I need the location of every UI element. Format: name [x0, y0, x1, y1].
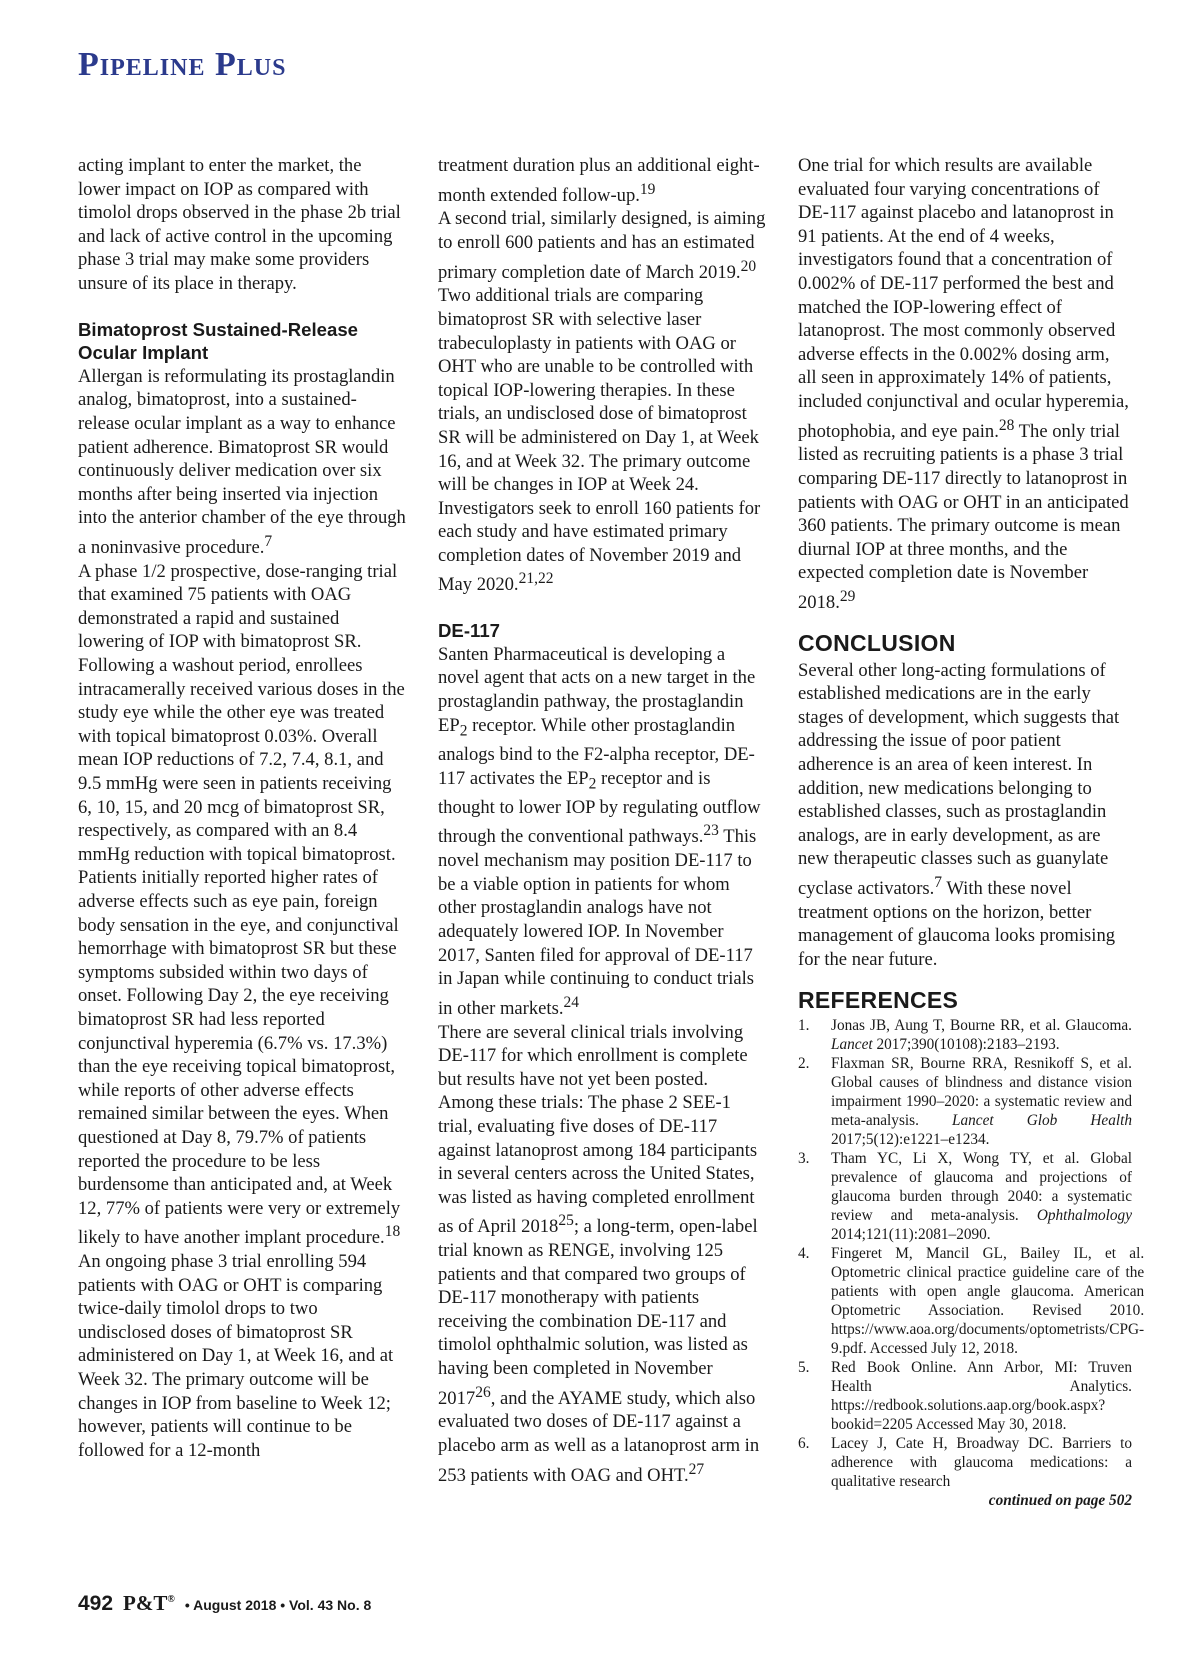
citation-ref: 7	[934, 874, 943, 891]
continued-note: continued on page 502	[988, 1491, 1132, 1509]
paragraph: A second trial, similarly designed, is aiming to enroll 600 patients and has an estimated primary completion date of March 2019.20 Two additional trials are comparing bimatoprost SR with selective laser trabeculoplasty in patients with OAG or OHT who are unable to be controlled with topical IOP-lowering therapies. In these trials, an undisclosed dose of bimatoprost SR will be administered on Day 1, at Week 16, and at Week 32. The primary outcome will be changes in IOP at Week 24. Investigators seek to enroll 160 patients for each study and have estimated primary completion dates of November 2019 and May 2020.$^{21,22}$	[438, 208, 766, 596]
citation-ref: 24	[563, 993, 579, 1011]
column-1	[78, 154, 408, 1462]
section-heading-conclusion: CONCLUSION	[798, 629, 956, 656]
section-heading-references: REFERENCES	[798, 986, 959, 1013]
citation-ref: 23	[703, 822, 719, 840]
paragraph: acting implant to enter the market, the lower impact on IOP as compared with timolol drops observed in the phase 2b trial and lack of active control in the upcoming phase 3 trial may make some providers unsure of its place in therapy.	[78, 155, 401, 294]
journal-name: P&T®	[123, 1591, 175, 1615]
subheading-bimatoprost-sr: Bimatoprost Sustained-Release Ocular Implant	[78, 318, 359, 364]
column-3	[798, 154, 1145, 1510]
issue-info: • August 2018 • Vol. 43 No. 8	[184, 1597, 372, 1613]
reference-item: 1. Jonas JB, Aung T, Bourne RR, et al. Glaucoma. Lancet 2017;390(10108):2183–2193.	[798, 1016, 1132, 1053]
paragraph: There are several clinical trials involving DE-117 for which enrollment is complete but results have not yet been posted.	[438, 1021, 748, 1090]
paragraph: Several other long-acting formulations of established medications are in the early stages of development, which suggests that addressing the issue of poor patient adherence is an area of keen interest. In addition, new medications belonging to established classes, such as prostaglandin analogs, are in early development, as are new therapeutic classes such as guanylate cyclase activators.$^7$ With these novel treatment options on the horizon, better management of glaucoma looks promising for the near future.	[798, 659, 1120, 970]
column-2	[438, 154, 768, 1487]
citation-ref: 27	[688, 1460, 705, 1478]
running-header-title: Pipeline Plus	[78, 46, 287, 83]
citation-ref: 20	[740, 257, 757, 275]
paragraph: Santen Pharmaceutical is developing a novel agent that acts on a new target in the prostaglandin pathway, the prostaglandin $EP_2$ receptor. While other prostaglandin analogs bind to the F2-alpha receptor, DE-117 activates the $EP_2$ receptor and is thought to lower IOP by regulating outflow through the conventional pathways.$^{23}$ This novel mechanism may position DE-117 to be a viable option in patients for whom other prostaglandin analogs have not adequately lowered IOP. In November 2017, Santen filed for approval of DE-117 in Japan while continuing to conduct trials in other markets.$^{24}$	[438, 643, 761, 1019]
reference-item: 3. Tham YC, Li X, Wong TY, et al. Global prevalence of glaucoma and projections of glaucoma burden through 2040: a systematic review and meta-analysis. Ophthalmology 2014;121(11):2081–2090.	[798, 1149, 1132, 1243]
citation-ref: 18	[384, 1223, 401, 1241]
citation-ref: 7	[264, 532, 273, 550]
paragraph: Among these trials: The phase 2 SEE-1 trial, evaluating five doses of DE-117 against latanoprost among 184 participants in several centers across the United States, was listed as having completed enrollment as of April 2018$^{25}$; a long-term, open-label trial known as RENGE, involving 125 patients and that compared two groups of DE-117 monotherapy with patients receiving the combination DE-117 and timolol ophthalmic solution, was listed as having been completed in November 2017$^{26}$, and the AYAME study, which also evaluated two doses of DE-117 against a placebo arm as well as a latanoprost arm in 253 patients with OAG and OHT.$^{27}$	[438, 1092, 760, 1486]
citation-ref: 21,22	[518, 570, 554, 588]
citation-ref: 29	[839, 587, 856, 605]
citation-ref: 26	[475, 1383, 491, 1401]
paragraph: An ongoing phase 3 trial enrolling 594 patients with OAG or OHT is comparing twice-daily timolol drops to two undisclosed doses of bimatoprost SR administered on Day 1, at Week 16, and at Week 32. The primary outcome will be changes in IOP from baseline to Week 12; however, patients will continue to be followed for a 12-month	[78, 1251, 394, 1461]
reference-item: 4. Fingeret M, Mancil GL, Bailey IL, et al. Optometric clinical practice guideline care of the patients with open angle glaucoma. American Optometric Association. Revised 2010. https://www.aoa.org/documents/optometrists/CPG-9.pdf. Accessed July 12, 2018.	[798, 1244, 1145, 1357]
citation-ref: 19	[639, 180, 656, 198]
subheading-de-117: DE-117	[438, 620, 501, 642]
reference-item: 6. Lacey J, Cate H, Broadway DC. Barriers to adherence with glaucoma medications: a qualitative research	[798, 1434, 1132, 1490]
citation-ref: 28	[998, 416, 1015, 434]
page-number: 492	[78, 1592, 114, 1615]
citation-ref: 25	[558, 1212, 574, 1230]
paragraph: A phase 1/2 prospective, dose-ranging trial that examined 75 patients with OAG demonstrated a rapid and sustained lowering of IOP with bimatoprost SR. Following a washout period, enrollees intracamerally received various doses in the study eye while the other eye was treated with topical bimatoprost 0.03%. Overall mean IOP reductions of 7.2, 7.4, 8.1, and 9.5 mmHg were seen in patients receiving 6, 10, 15, and 20 mcg of bimatoprost SR, respectively, as compared with an 8.4 mmHg reduction with topical bimatoprost. Patients initially reported higher rates of adverse effects such as eye pain, foreign body sensation in the eye, and conjunctival hemorrhage with bimatoprost SR but these symptoms subsided within two days of onset. Following Day 2, the eye receiving bimatoprost SR had less reported conjunctival hyperemia (6.7% vs. 17.3%) than the eye receiving topical bimatoprost, while reports of other adverse effects remained similar between the eyes. When questioned at Day 8, 79.7% of patients reported the procedure to be less burdensome than anticipated and, at Week 12, 77% of patients were very or extremely likely to have another implant procedure.$^{18}$	[78, 560, 405, 1249]
reference-list	[798, 1016, 1145, 1491]
paragraph: One trial for which results are available evaluated four varying concentrations of DE-117 against placebo and latanoprost in 91 patients. At the end of 4 weeks, investigators found that a concentration of 0.002% of DE-117 performed the best and matched the IOP-lowering effect of latanoprost. The most commonly observed adverse effects in the 0.002% dosing arm, all seen in approximately 14% of patients, included conjunctival and ocular hyperemia, photophobia, and eye pain.$^{28}$ The only trial listed as recruiting patients is a phase 3 trial comparing DE-117 directly to latanoprost in patients with OAG or OHT in an anticipated 360 patients. The primary outcome is mean diurnal IOP at three months, and the expected completion date is November 2018.29	[798, 155, 1129, 614]
paragraph: Allergan is reformulating its prostaglandin analog, bimatoprost, into a sustained-release ocular implant as a way to enhance patient adherence. Bimatoprost SR would continuously deliver medication over six months after being inserted via injection into the anterior chamber of the eye through a noninvasive procedure.$^7$	[78, 365, 406, 559]
reference-item: 5. Red Book Online. Ann Arbor, MI: Truven Health Analytics. https://redbook.solutions.aap.org/book.aspx?bookid=2205 Accessed May 30, 2018.	[798, 1358, 1132, 1433]
page-footer	[78, 1591, 371, 1616]
reference-item: 2. Flaxman SR, Bourne RRA, Resnikoff S, et al. Global causes of blindness and distance vision impairment 1990–2020: a systematic review and meta-analysis. Lancet Glob Health 2017;5(12):e1221–e1234.	[798, 1054, 1132, 1148]
paragraph: treatment duration plus an additional eight-month extended follow-up.$^{19}$	[438, 155, 760, 206]
